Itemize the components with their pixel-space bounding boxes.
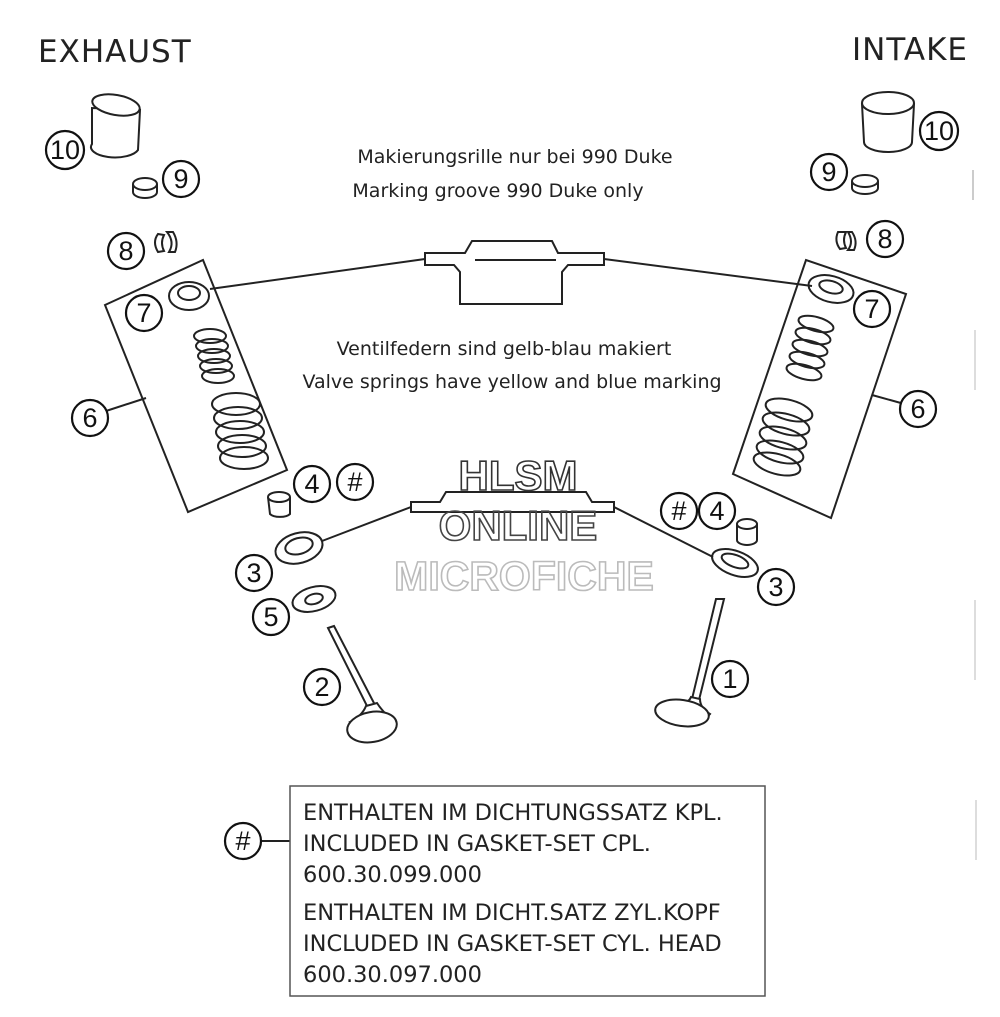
svg-text:3: 3 (246, 558, 262, 588)
exhaust-inner-spring (194, 329, 234, 383)
callout-exhaust-6 (72, 400, 108, 436)
exhaust-stem-seal (268, 492, 290, 517)
svg-text:ONLINE: ONLINE (438, 502, 598, 549)
svg-text:#: # (235, 826, 251, 856)
exhaust-outer-spring (212, 393, 268, 469)
svg-text:2: 2 (314, 672, 330, 702)
groove-note-en: Marking groove 990 Duke only (352, 180, 644, 202)
svg-text:5: 5 (263, 602, 279, 632)
callout-intake-6 (900, 391, 936, 427)
intake-heading: INTAKE (852, 32, 968, 68)
svg-text:1: 1 (722, 664, 738, 694)
legend-line-5: INCLUDED IN GASKET-SET CYL. HEAD (303, 931, 722, 957)
svg-text:10: 10 (49, 135, 81, 165)
legend-line-1: ENTHALTEN IM DICHTUNGSSATZ KPL. (303, 800, 723, 826)
intake-collets (836, 232, 855, 250)
callout-intake-4 (699, 493, 735, 529)
svg-text:#: # (347, 467, 363, 497)
svg-text:6: 6 (910, 394, 926, 424)
callout-intake-3 (758, 569, 794, 605)
callout-exhaust-8 (108, 233, 144, 269)
exhaust-shim (133, 178, 157, 198)
intake-outer-spring (751, 394, 815, 480)
legend-line-2: INCLUDED IN GASKET-SET CPL. (303, 831, 651, 857)
groove-detail-profile (210, 241, 812, 304)
svg-text:10: 10 (923, 116, 955, 146)
callout-exhaust-7 (126, 295, 162, 331)
watermark (394, 452, 654, 599)
intake-inner-spring (785, 313, 835, 384)
callout-intake-10 (920, 112, 958, 150)
legend-line-4: ENTHALTEN IM DICHT.SATZ ZYL.KOPF (303, 900, 721, 926)
callout-intake-hash (661, 493, 697, 529)
svg-text:7: 7 (136, 298, 152, 328)
svg-text:9: 9 (821, 157, 837, 187)
legend-line-6: 600.30.097.000 (303, 962, 482, 988)
svg-text:HLSM: HLSM (458, 452, 578, 499)
intake-tappet (862, 92, 914, 152)
springs-note-de: Ventilfedern sind gelb-blau makiert (336, 338, 672, 360)
exhaust-collets (155, 232, 177, 252)
callout-intake-8 (867, 221, 903, 257)
svg-text:#: # (671, 496, 687, 526)
exhaust-tappet (91, 91, 142, 157)
svg-text:8: 8 (877, 224, 893, 254)
svg-text:4: 4 (304, 469, 320, 499)
svg-text:8: 8 (118, 236, 134, 266)
legend-line-3: 600.30.099.000 (303, 862, 482, 888)
callout-legend-hash (225, 823, 261, 859)
callout-intake-9 (811, 154, 847, 190)
callout-exhaust-3 (236, 555, 272, 591)
springs-note-en: Valve springs have yellow and blue marking (302, 371, 722, 393)
callout-intake-7 (854, 291, 890, 327)
exhaust-heading: EXHAUST (38, 34, 192, 70)
callout-exhaust-hash (337, 464, 373, 500)
callout-intake-1 (712, 661, 748, 697)
intake-valve (653, 599, 724, 730)
callout-exhaust-2 (304, 669, 340, 705)
intake-stem-seal (737, 519, 757, 545)
callout-exhaust-5 (253, 599, 289, 635)
svg-text:9: 9 (173, 164, 189, 194)
exhaust-spring-seat (272, 527, 326, 568)
groove-note-de: Makierungsrille nur bei 990 Duke (357, 146, 673, 168)
svg-text:6: 6 (82, 403, 98, 433)
scan-edge-marks (973, 170, 976, 860)
svg-text:4: 4 (709, 496, 725, 526)
svg-text:3: 3 (768, 572, 784, 602)
exhaust-retainer (169, 282, 209, 310)
intake-spring-seat (708, 544, 761, 583)
intake-shim (852, 175, 878, 194)
callout-exhaust-10 (46, 131, 84, 169)
callout-exhaust-4 (294, 466, 330, 502)
exhaust-washer (290, 582, 339, 617)
callout-exhaust-9 (163, 161, 199, 197)
intake-retainer (805, 270, 856, 307)
svg-text:7: 7 (864, 294, 880, 324)
svg-text:MICROFICHE: MICROFICHE (394, 553, 654, 599)
